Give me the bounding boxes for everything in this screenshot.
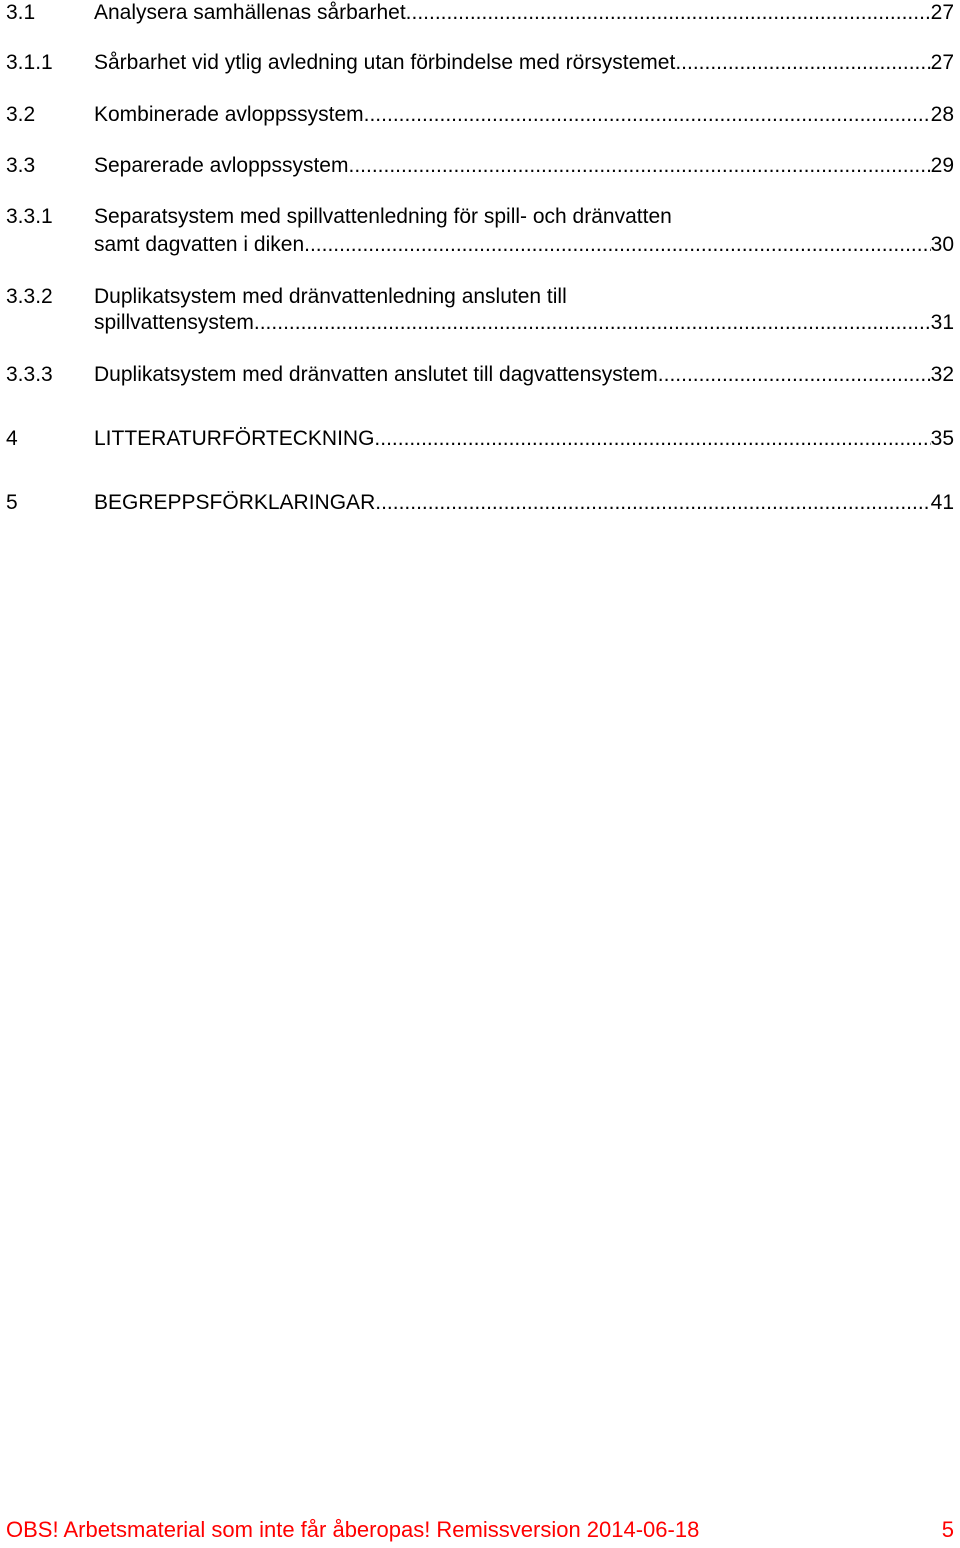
toc-entry-page: 35 [930, 427, 954, 450]
toc-entry-3-1-1[interactable] [6, 50, 954, 76]
toc-entry-number: 3.3.2 [6, 285, 53, 308]
footer-note: OBS! Arbetsmaterial som inte får åberopas! Remissversion 2014-06-18 [6, 1517, 700, 1542]
toc-entry-page: 31 [930, 311, 954, 334]
toc-entry-page: 27 [930, 1, 954, 24]
toc-entry-title: Kombinerade avloppssystem [94, 103, 364, 126]
toc-entry-3-3-2[interactable] [6, 284, 954, 336]
dot-leader [348, 153, 930, 179]
dot-leader [374, 426, 930, 452]
toc-entry-number: 3.1 [6, 1, 36, 24]
toc-entry-number: 3.2 [6, 103, 36, 126]
toc-entry-3-2[interactable] [6, 102, 954, 128]
toc-entry-3-3[interactable] [6, 153, 954, 179]
toc-entry-page: 41 [930, 491, 954, 514]
toc-entry-3-1[interactable] [6, 0, 954, 26]
dot-leader [406, 0, 931, 26]
toc-entry-title: Sårbarhet vid ytlig avledning utan förbindelse med rörsystemet [94, 51, 676, 74]
toc-entry-page: 32 [930, 363, 954, 386]
toc-entry-title: Duplikatsystem med dränvattenledning ansluten till [94, 285, 567, 308]
toc-entry-title-continued: samt dagvatten i diken [94, 233, 305, 256]
toc-entry-title: Separerade avloppssystem [94, 154, 349, 177]
toc-entry-3-3-1[interactable] [6, 204, 954, 258]
dot-leader [658, 362, 931, 388]
toc-entry-number: 3.3 [6, 154, 36, 177]
toc-entry-number: 3.1.1 [6, 51, 53, 74]
toc-entry-page: 28 [930, 103, 954, 126]
toc-entry-number: 3.3.1 [6, 205, 53, 228]
toc-entry-title: Analysera samhällenas sårbarhet [94, 1, 406, 24]
toc-entry-5[interactable] [6, 490, 954, 516]
page-footer [6, 1516, 954, 1544]
toc-entry-title: BEGREPPSFÖRKLARINGAR [94, 491, 376, 514]
toc-entry-page: 30 [930, 233, 954, 256]
toc-entry-3-3-3[interactable] [6, 362, 954, 388]
toc-entry-title: Separatsystem med spillvattenledning för spill- och dränvatten [94, 205, 672, 228]
toc-entry-page: 27 [930, 51, 954, 74]
toc-entry-4[interactable] [6, 426, 954, 452]
toc-entry-title-continued: spillvattensystem [94, 311, 254, 334]
toc-entry-title: Duplikatsystem med dränvatten anslutet till dagvattensystem [94, 363, 658, 386]
dot-leader [375, 490, 930, 516]
dot-leader [304, 232, 931, 258]
dot-leader [364, 102, 931, 128]
toc-entry-number: 5 [6, 491, 18, 514]
dot-leader [254, 310, 931, 336]
footer-page-number: 5 [941, 1517, 954, 1542]
toc-entry-number: 4 [6, 427, 18, 450]
toc-entry-page: 29 [930, 154, 954, 177]
dot-leader [675, 50, 930, 76]
toc-entry-title: LITTERATURFÖRTECKNING [94, 427, 375, 450]
toc-entry-number: 3.3.3 [6, 363, 53, 386]
